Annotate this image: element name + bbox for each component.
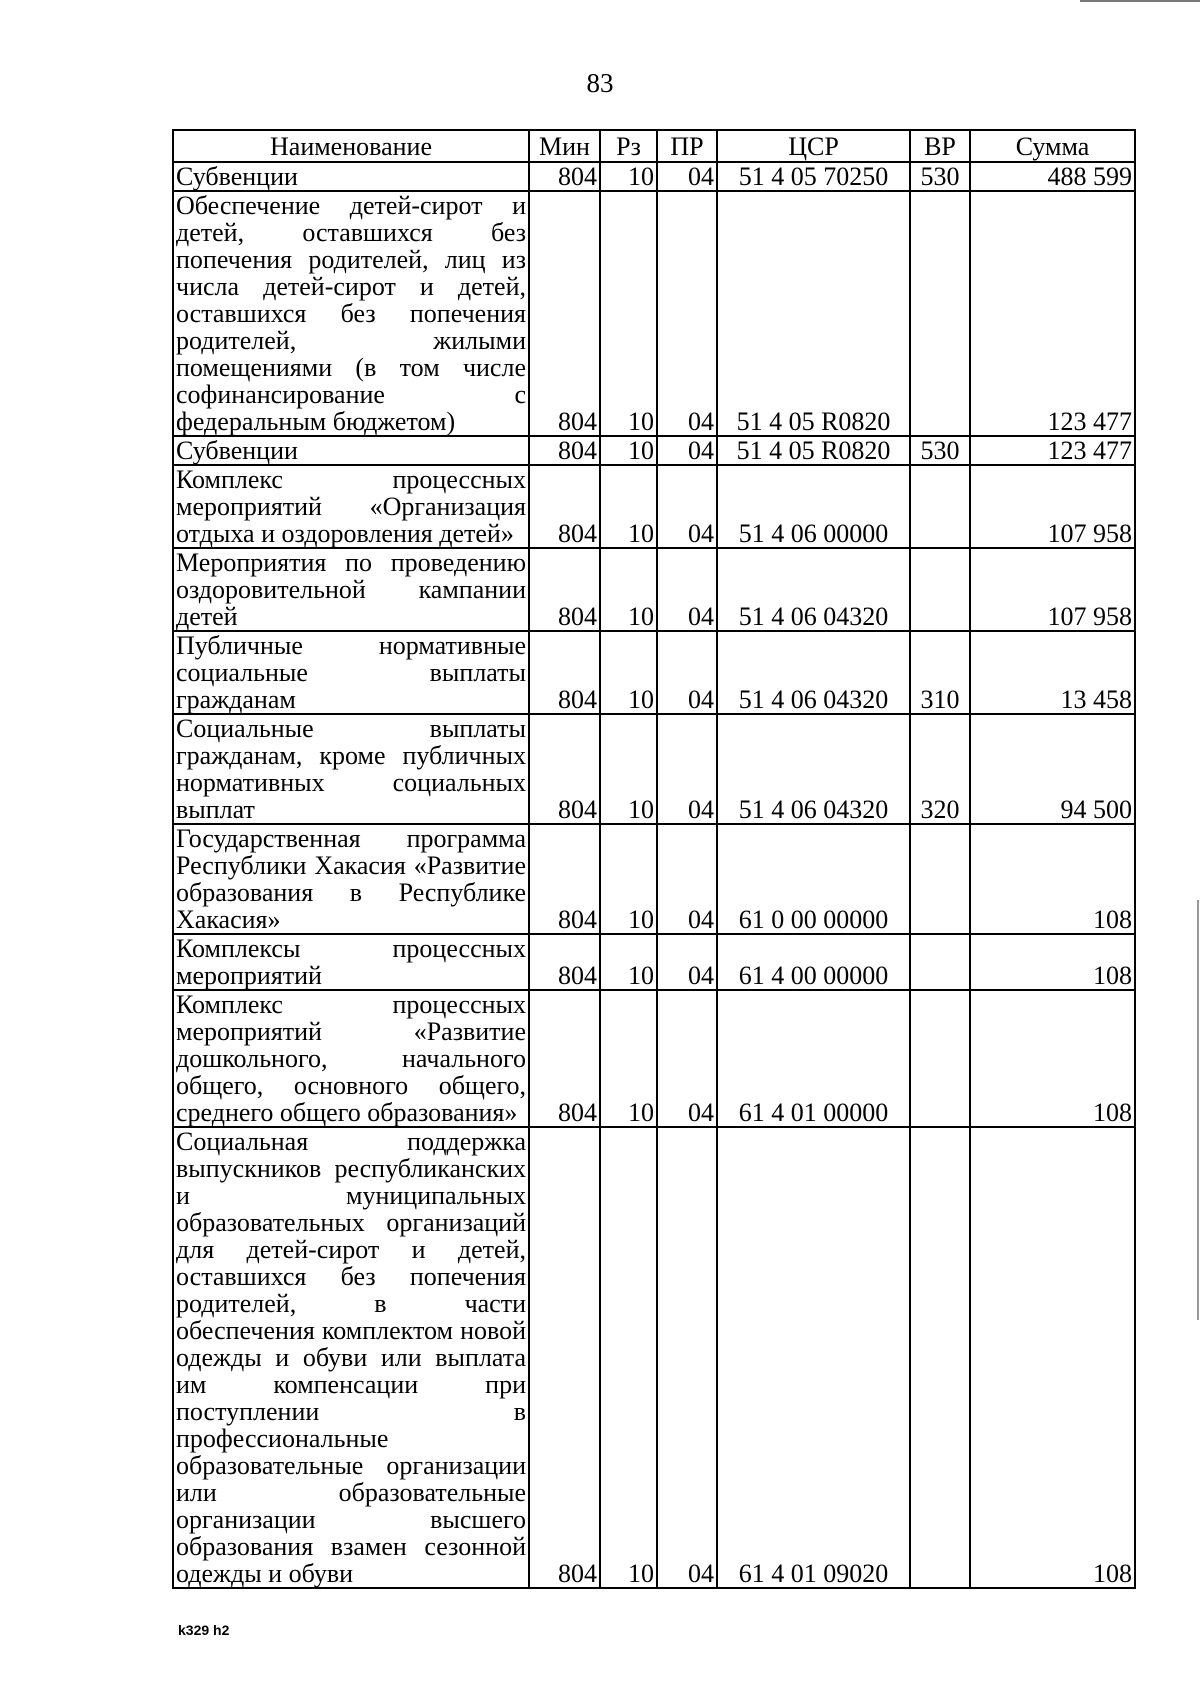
cell-sum: 123 477 xyxy=(970,436,1135,465)
cell-min: 804 xyxy=(529,465,600,548)
cell-csr: 51 4 05 R0820 xyxy=(717,436,910,465)
cell-min: 804 xyxy=(529,548,600,631)
cell-min: 804 xyxy=(529,631,600,714)
cell-vr xyxy=(910,934,970,990)
cell-csr: 61 4 00 00000 xyxy=(717,934,910,990)
cell-pr: 04 xyxy=(657,934,717,990)
cell-sum: 108 xyxy=(970,934,1135,990)
cell-rz: 10 xyxy=(600,436,657,465)
table-row xyxy=(173,548,1135,631)
cell-name: Социальные выплаты гражданам, кроме публичных нормативных социальных выплат xyxy=(173,714,529,824)
cell-min: 804 xyxy=(529,436,600,465)
cell-csr: 51 4 06 00000 xyxy=(717,465,910,548)
cell-csr: 61 4 01 09020 xyxy=(717,1127,910,1588)
cell-sum: 13 458 xyxy=(970,631,1135,714)
cell-name: Субвенции xyxy=(173,436,529,465)
cell-sum: 107 958 xyxy=(970,465,1135,548)
cell-name: Публичные нормативные социальные выплаты гражданам xyxy=(173,631,529,714)
table-row xyxy=(173,162,1135,191)
page-number: 83 xyxy=(586,68,614,98)
cell-csr: 51 4 06 04320 xyxy=(717,631,910,714)
cell-pr: 04 xyxy=(657,436,717,465)
cell-pr: 04 xyxy=(657,631,717,714)
column-header-rz: Рз xyxy=(600,130,657,162)
cell-vr xyxy=(910,824,970,934)
cell-vr: 530 xyxy=(910,162,970,191)
cell-sum: 108 xyxy=(970,824,1135,934)
cell-name: Государственная программа Республики Хакасия «Развитие образования в Республике Хакасия» xyxy=(173,824,529,934)
cell-rz: 10 xyxy=(600,162,657,191)
table-row xyxy=(173,934,1135,990)
cell-rz: 10 xyxy=(600,191,657,436)
column-header-vr: ВР xyxy=(910,130,970,162)
cell-vr xyxy=(910,191,970,436)
cell-pr: 04 xyxy=(657,824,717,934)
table-row xyxy=(173,824,1135,934)
column-header-pr: ПР xyxy=(657,130,717,162)
table-row xyxy=(173,436,1135,465)
cell-name: Социальная поддержка выпускников республиканских и муниципальных образовательных организаций для детей-сирот и детей, оставшихся без попечения родителей, в части обеспечения комплектом новой одежды и обуви или выплата им компенсации при поступлении в профессиональные образовательные организации или образовательные организации высшего образования взамен сезонной одежды и обуви xyxy=(173,1127,529,1588)
column-header-csr: ЦСР xyxy=(717,130,910,162)
cell-vr xyxy=(910,990,970,1127)
cell-sum: 488 599 xyxy=(970,162,1135,191)
column-header-name: Наименование xyxy=(173,130,529,162)
cell-vr: 530 xyxy=(910,436,970,465)
table-row xyxy=(173,1127,1135,1588)
cell-vr: 320 xyxy=(910,714,970,824)
cell-sum: 123 477 xyxy=(970,191,1135,436)
cell-name: Комплексы процессных мероприятий xyxy=(173,934,529,990)
cell-min: 804 xyxy=(529,714,600,824)
cell-rz: 10 xyxy=(600,1127,657,1588)
budget-table xyxy=(172,129,1136,1589)
cell-csr: 61 4 01 00000 xyxy=(717,990,910,1127)
table-row xyxy=(173,990,1135,1127)
cell-sum: 94 500 xyxy=(970,714,1135,824)
cell-vr: 310 xyxy=(910,631,970,714)
cell-rz: 10 xyxy=(600,548,657,631)
cell-name: Мероприятия по проведению оздоровительной кампании детей xyxy=(173,548,529,631)
table-row xyxy=(173,465,1135,548)
table-body xyxy=(173,162,1135,1588)
scan-edge-top xyxy=(1080,0,1200,2)
cell-pr: 04 xyxy=(657,1127,717,1588)
cell-sum: 107 958 xyxy=(970,548,1135,631)
cell-min: 804 xyxy=(529,990,600,1127)
cell-rz: 10 xyxy=(600,824,657,934)
column-header-sum: Сумма xyxy=(970,130,1135,162)
cell-pr: 04 xyxy=(657,714,717,824)
cell-name: Комплекс процессных мероприятий «Организация отдыха и оздоровления детей» xyxy=(173,465,529,548)
cell-rz: 10 xyxy=(600,934,657,990)
column-header-min: Мин xyxy=(529,130,600,162)
table-header-row xyxy=(173,130,1135,162)
cell-rz: 10 xyxy=(600,714,657,824)
cell-rz: 10 xyxy=(600,631,657,714)
cell-name: Субвенции xyxy=(173,162,529,191)
cell-vr xyxy=(910,1127,970,1588)
cell-pr: 04 xyxy=(657,465,717,548)
cell-vr xyxy=(910,548,970,631)
scan-edge-right xyxy=(1197,900,1199,1320)
cell-sum: 108 xyxy=(970,1127,1135,1588)
cell-rz: 10 xyxy=(600,465,657,548)
cell-min: 804 xyxy=(529,824,600,934)
cell-name: Обеспечение детей-сирот и детей, оставшихся без попечения родителей, лиц из числа детей-сирот и детей, оставшихся без попечения родителей, жилыми помещениями (в том числе софинансирование с федеральным бюджетом) xyxy=(173,191,529,436)
cell-csr: 51 4 05 R0820 xyxy=(717,191,910,436)
cell-pr: 04 xyxy=(657,990,717,1127)
table-row xyxy=(173,191,1135,436)
cell-min: 804 xyxy=(529,162,600,191)
cell-csr: 51 4 05 70250 xyxy=(717,162,910,191)
cell-pr: 04 xyxy=(657,191,717,436)
cell-min: 804 xyxy=(529,934,600,990)
cell-rz: 10 xyxy=(600,990,657,1127)
cell-csr: 51 4 06 04320 xyxy=(717,714,910,824)
cell-csr: 61 0 00 00000 xyxy=(717,824,910,934)
cell-min: 804 xyxy=(529,191,600,436)
cell-vr xyxy=(910,465,970,548)
cell-pr: 04 xyxy=(657,548,717,631)
cell-name: Комплекс процессных мероприятий «Развитие дошкольного, начального общего, основного общего, среднего общего образования» xyxy=(173,990,529,1127)
cell-sum: 108 xyxy=(970,990,1135,1127)
cell-min: 804 xyxy=(529,1127,600,1588)
cell-pr: 04 xyxy=(657,162,717,191)
table-row xyxy=(173,631,1135,714)
cell-csr: 51 4 06 04320 xyxy=(717,548,910,631)
footer-code: k329 h2 xyxy=(178,1622,230,1638)
table-row xyxy=(173,714,1135,824)
